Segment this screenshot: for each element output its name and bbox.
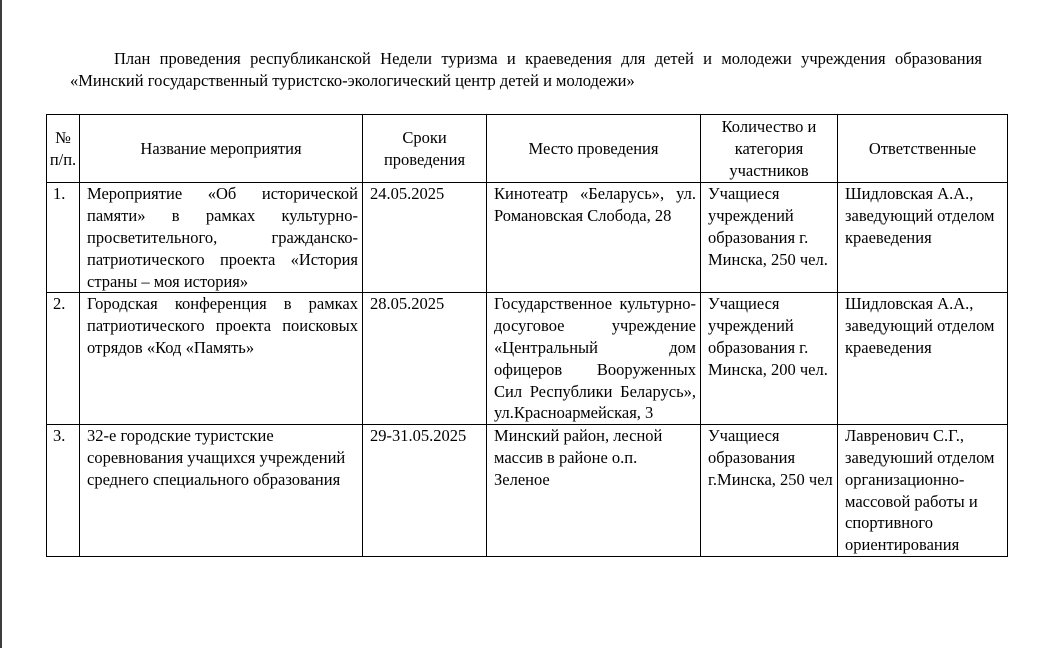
row-dates: 24.05.2025 [363,183,487,293]
row-event-name: 32-е городские туристские соревнования учащихся учреждений среднего специального образования [80,425,363,557]
table-row [47,183,1008,293]
row-event-name: Мероприятие «Об исторической памяти» в рамках культурно-просветительного, гражданско-патриотического проекта «История страны – моя история» [80,183,363,293]
events-table [46,114,1008,557]
row-participants: Учащиеся образования г.Минска, 250 чел [701,425,838,557]
row-num: 2. [47,293,80,425]
row-responsible: Шидловская А.А., заведующий отделом краеведения [838,293,1008,425]
row-participants: Учащиеся учреждений образования г. Минска, 250 чел. [701,183,838,293]
header-dates: Сроки проведения [363,115,487,183]
table-row [47,425,1008,557]
table-row [47,293,1008,425]
row-dates: 29-31.05.2025 [363,425,487,557]
row-participants: Учащиеся учреждений образования г. Минска, 200 чел. [701,293,838,425]
header-num: № п/п. [47,115,80,183]
document-title-text: План проведения республиканской Недели туризма и краеведения для детей и молодежи учреждения образования «Минский государственный туристско-экологический центр детей и молодежи» [70,49,982,90]
row-place: Минский район, лесной массив в районе о.п. Зеленое [487,425,701,557]
header-responsible: Ответственные [838,115,1008,183]
header-participants: Количество и категория участников [701,115,838,183]
row-num: 1. [47,183,80,293]
document-title [70,48,982,92]
row-place: Государственное культурно-досуговое учреждение «Центральный дом офицеров Вооруженных Сил Республики Беларусь», ул.Красноармейская, 3 [487,293,701,425]
table-header-row [47,115,1008,183]
row-responsible: Шидловская А.А., заведующий отделом краеведения [838,183,1008,293]
header-place: Место проведения [487,115,701,183]
row-num: 3. [47,425,80,557]
header-name: Название мероприятия [80,115,363,183]
row-dates: 28.05.2025 [363,293,487,425]
page-left-edge [0,0,2,648]
row-place: Кинотеатр «Беларусь», ул. Романовская Слобода, 28 [487,183,701,293]
row-responsible: Лавренович С.Г., заведуюший отделом организационно-массовой работы и спортивного ориентирования [838,425,1008,557]
row-event-name: Городская конференция в рамках патриотического проекта поисковых отрядов «Код «Память» [80,293,363,425]
